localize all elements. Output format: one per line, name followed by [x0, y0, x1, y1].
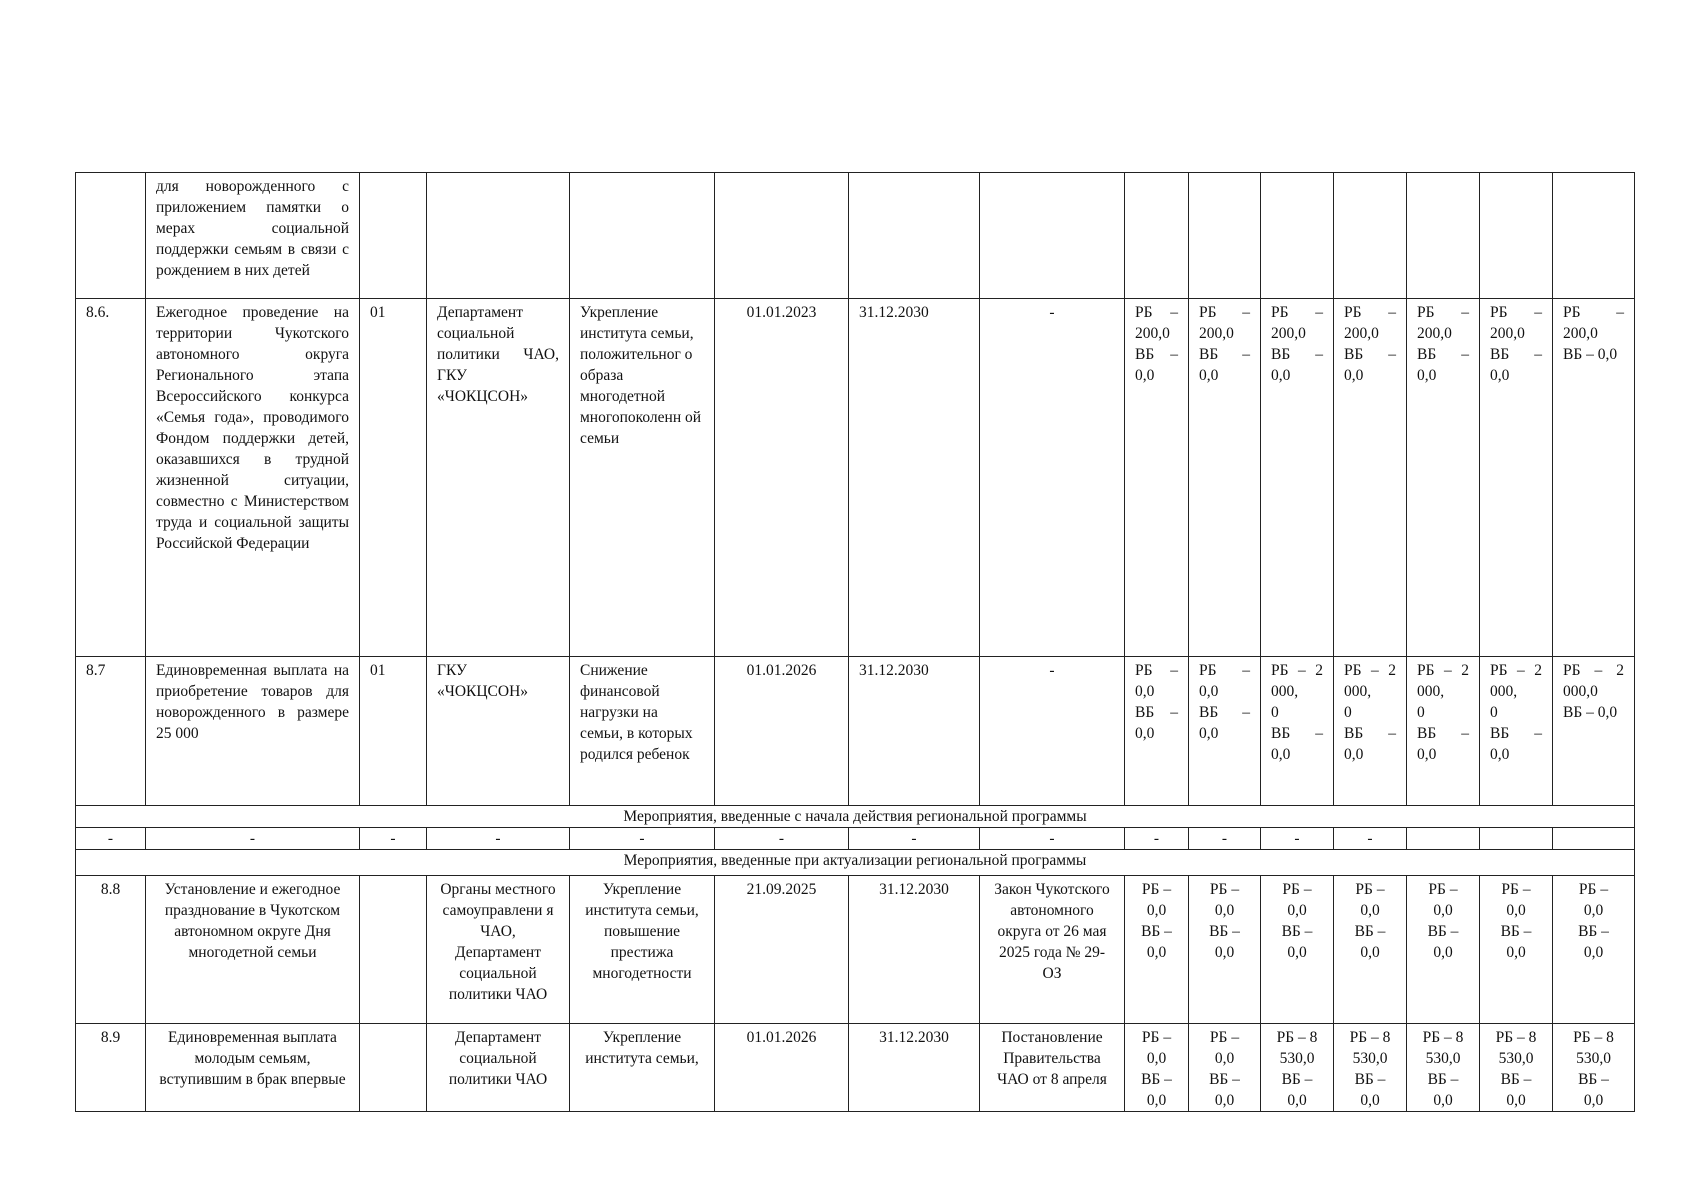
funding-cell: РБ – 200,0 ВБ – 0,0 [1125, 299, 1189, 657]
funding-cell [1125, 173, 1189, 299]
dash-cell [1553, 828, 1635, 850]
dash-cell: - [1189, 828, 1261, 850]
funding-cell [1189, 173, 1261, 299]
funding-cell: РБ – 0,0 ВБ – 0,0 [1125, 876, 1189, 1024]
funding-cell: РБ – 8 530,0 ВБ – 0,0 [1480, 1024, 1553, 1112]
executor-cell: ГКУ «ЧОКЦСОН» [427, 657, 570, 806]
end-date: 31.12.2030 [849, 299, 980, 657]
funding-cell: РБ – 2 000,0 ВБ – 0,0 [1553, 657, 1635, 806]
table-row [76, 657, 1635, 806]
dash-cell [1407, 828, 1480, 850]
start-date: 01.01.2023 [715, 299, 849, 657]
funding-cell: РБ – 8 530,0 ВБ – 0,0 [1407, 1024, 1480, 1112]
basis-cell: - [980, 299, 1125, 657]
funding-cell: РБ – 0,0 ВБ – 0,0 [1334, 876, 1407, 1024]
section-row [76, 806, 1635, 828]
dash-cell [1480, 828, 1553, 850]
basis-cell: - [980, 657, 1125, 806]
funding-cell: РБ – 2 000, 0 ВБ – 0,0 [1261, 657, 1334, 806]
funding-cell: РБ – 200,0 ВБ – 0,0 [1334, 299, 1407, 657]
code-cell [360, 173, 427, 299]
funding-cell: РБ – 200,0 ВБ – 0,0 [1480, 299, 1553, 657]
funding-cell: РБ – 8 530,0 ВБ – 0,0 [1334, 1024, 1407, 1112]
dash-cell: - [1125, 828, 1189, 850]
code-cell: 01 [360, 657, 427, 806]
start-date: 01.01.2026 [715, 1024, 849, 1112]
start-date: 21.09.2025 [715, 876, 849, 1024]
dash-cell: - [980, 828, 1125, 850]
measure-name: Ежегодное проведение на территории Чукотского автономного округа Регионального этапа Всероссийского конкурса «Семья года», проводимого Фондом поддержки детей, оказавшихся в трудной жизненной ситуации, совместно с Министерством труда и социальной защиты Российской Федерации [146, 299, 360, 657]
funding-cell: РБ – 2 000, 0 ВБ – 0,0 [1480, 657, 1553, 806]
end-date: 31.12.2030 [849, 1024, 980, 1112]
measure-name: Единовременная выплата на приобретение товаров для новорожденного в размере 25 000 [146, 657, 360, 806]
result-cell: Снижение финансовой нагрузки на семьи, в которых родился ребенок [570, 657, 715, 806]
dash-cell: - [427, 828, 570, 850]
row-number: 8.6. [76, 299, 146, 657]
dash-cell: - [76, 828, 146, 850]
result-cell [570, 173, 715, 299]
funding-cell: РБ – 0,0 ВБ – 0,0 [1189, 876, 1261, 1024]
funding-cell: РБ – 0,0 ВБ – 0,0 [1125, 1024, 1189, 1112]
table-row [76, 1024, 1635, 1112]
result-cell: Укрепление института семьи, повышение престижа многодетности [570, 876, 715, 1024]
funding-cell [1553, 173, 1635, 299]
section-title: Мероприятия, введенные при актуализации региональной программы [76, 850, 1635, 876]
result-cell: Укрепление института семьи, [570, 1024, 715, 1112]
funding-cell: РБ – 0,0 ВБ – 0,0 [1480, 876, 1553, 1024]
measure-name: Установление и ежегодное празднование в Чукотском автономном округе Дня многодетной семьи [146, 876, 360, 1024]
funding-cell: РБ – 200,0 ВБ – 0,0 [1189, 299, 1261, 657]
table-row [76, 299, 1635, 657]
code-cell [360, 876, 427, 1024]
funding-cell [1261, 173, 1334, 299]
dash-cell: - [1334, 828, 1407, 850]
end-date: 31.12.2030 [849, 876, 980, 1024]
code-cell [360, 1024, 427, 1112]
funding-cell: РБ – 8 530,0 ВБ – 0,0 [1261, 1024, 1334, 1112]
funding-cell: РБ – 0,0 ВБ – 0,0 [1553, 876, 1635, 1024]
row-number [76, 173, 146, 299]
funding-cell: РБ – 0,0 ВБ – 0,0 [1261, 876, 1334, 1024]
funding-cell: РБ – 200,0 ВБ – 0,0 [1553, 299, 1635, 657]
measure-name: для новорожденного с приложением памятки о мерах социальной поддержки семьям в связи с рождением в них детей [146, 173, 360, 299]
row-number: 8.9 [76, 1024, 146, 1112]
funding-cell [1480, 173, 1553, 299]
funding-cell: РБ – 200,0 ВБ – 0,0 [1261, 299, 1334, 657]
funding-cell: РБ – 0,0 ВБ – 0,0 [1189, 1024, 1261, 1112]
end-date [849, 173, 980, 299]
executor-cell: Органы местного самоуправлени я ЧАО, Департамент социальной политики ЧАО [427, 876, 570, 1024]
table-row [76, 876, 1635, 1024]
dash-cell: - [1261, 828, 1334, 850]
funding-cell: РБ – 200,0 ВБ – 0,0 [1407, 299, 1480, 657]
dash-cell: - [715, 828, 849, 850]
executor-cell [427, 173, 570, 299]
funding-cell: РБ – 2 000, 0 ВБ – 0,0 [1407, 657, 1480, 806]
basis-cell: Постановление Правительства ЧАО от 8 апреля [980, 1024, 1125, 1112]
result-cell: Укрепление института семьи, положительног о образа многодетной многопоколенн ой семьи [570, 299, 715, 657]
measures-table [75, 172, 1635, 1112]
basis-cell [980, 173, 1125, 299]
funding-cell: РБ – 2 000, 0 ВБ – 0,0 [1334, 657, 1407, 806]
funding-cell [1407, 173, 1480, 299]
basis-cell: Закон Чукотского автономного округа от 26 мая 2025 года № 29-ОЗ [980, 876, 1125, 1024]
dash-cell: - [570, 828, 715, 850]
measure-name: Единовременная выплата молодым семьям, вступившим в брак впервые [146, 1024, 360, 1112]
section-row [76, 850, 1635, 876]
end-date: 31.12.2030 [849, 657, 980, 806]
funding-cell: РБ – 0,0 ВБ – 0,0 [1407, 876, 1480, 1024]
row-number: 8.7 [76, 657, 146, 806]
row-number: 8.8 [76, 876, 146, 1024]
section-title: Мероприятия, введенные с начала действия региональной программы [76, 806, 1635, 828]
start-date [715, 173, 849, 299]
table-row [76, 173, 1635, 299]
dash-cell: - [360, 828, 427, 850]
funding-cell: РБ – 0,0 ВБ – 0,0 [1125, 657, 1189, 806]
code-cell: 01 [360, 299, 427, 657]
dash-cell: - [849, 828, 980, 850]
funding-cell: РБ – 0,0 ВБ – 0,0 [1189, 657, 1261, 806]
funding-cell: РБ – 8 530,0 ВБ – 0,0 [1553, 1024, 1635, 1112]
executor-cell: Департамент социальной политики ЧАО [427, 1024, 570, 1112]
executor-cell: Департамент социальной политики ЧАО, ГКУ «ЧОКЦСОН» [427, 299, 570, 657]
start-date: 01.01.2026 [715, 657, 849, 806]
dash-cell: - [146, 828, 360, 850]
table-row [76, 828, 1635, 850]
funding-cell [1334, 173, 1407, 299]
